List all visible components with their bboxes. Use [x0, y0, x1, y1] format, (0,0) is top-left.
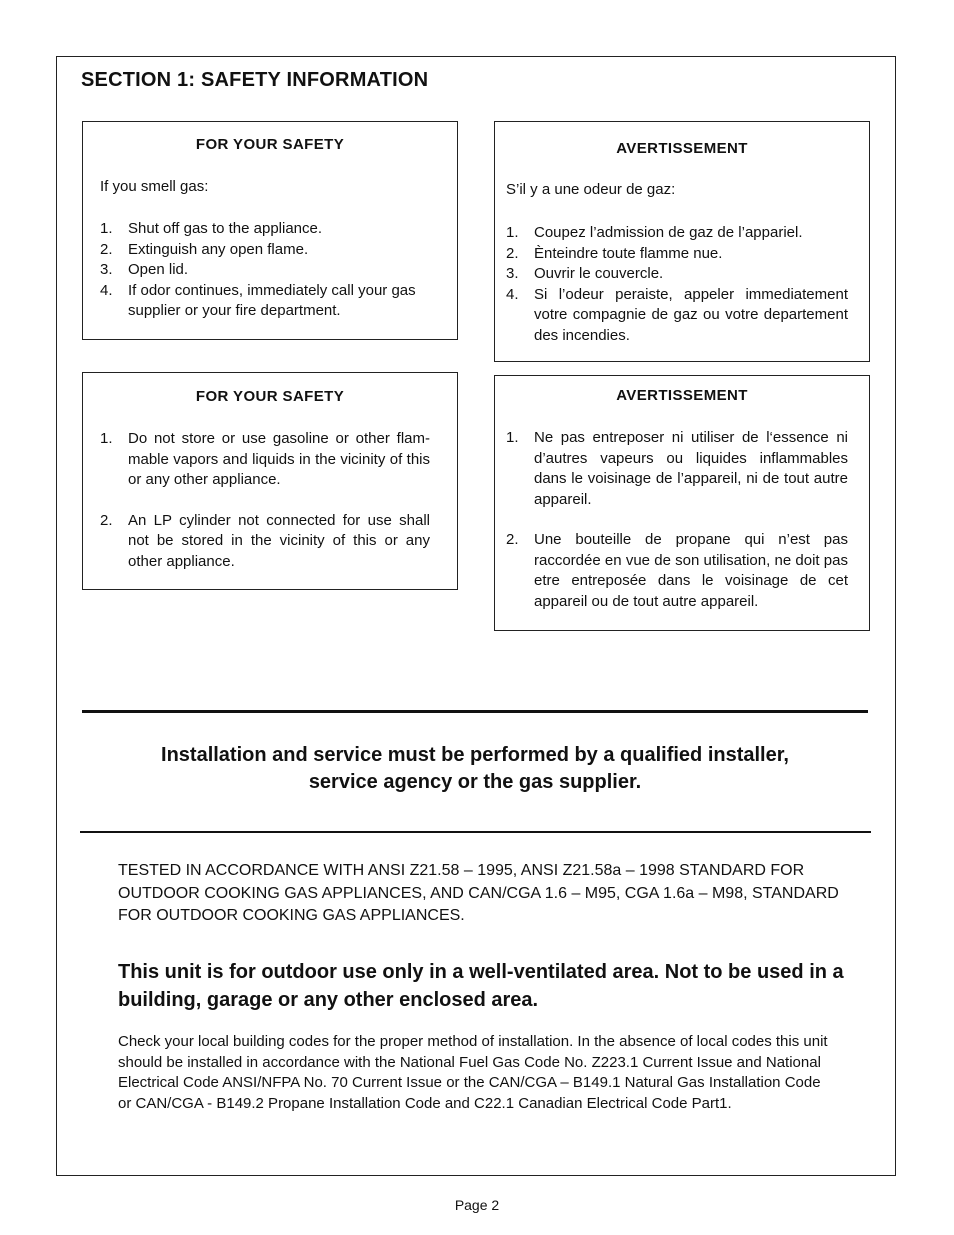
avertissement-box-odeur	[494, 121, 870, 362]
list-item: 1. Ne pas entreposer ni utiliser de l‘essence ni d’autres vapeurs ou liquides inflammables dans le voisinage de l’appareil, ni de tout autre appareil.	[506, 429, 848, 508]
installer-notice-line2: service agency or the gas supplier.	[308, 771, 642, 793]
installer-notice-line1: Installation and service must be performed by a qualified installer,	[161, 744, 789, 766]
box-title: FOR YOUR SAFETY	[195, 136, 345, 153]
installer-notice	[82, 742, 868, 796]
instruction-list	[100, 219, 430, 322]
list-item: 2. Ènteindre toute flamme nue.	[506, 244, 723, 262]
box-intro: S’il y a une odeur de gaz:	[506, 181, 676, 198]
list-item: 2. Extinguish any open flame.	[100, 240, 309, 258]
list-item: 1. Coupez l’admission de gaz de l’appariel.	[506, 224, 803, 241]
list-item: 2. Une bouteille de propane qui n’est pas raccordée en vue de son utilisation, ne doit pas etre entreposée dans le voisinage de cet appareil ou de tout autre appareil.	[506, 531, 848, 610]
installation-codes-text: Check your local building codes for the proper method of installation. In the absence of local codes this unit should be installed in accordance with the National Fuel Gas Code No. Z223.1 Current Issue and National Electrical Code ANSI/NFPA No. 70 Current Issue or the CAN/CGA – B149.1 Natural Gas Installation Code or CAN/CGA - B149.2 Propane Installation Code and C22.1 Canadian Electrical Code Part1.	[118, 1033, 828, 1112]
list-item: 3. Ouvrir le couvercle.	[506, 265, 664, 282]
divider-bottom	[80, 831, 871, 833]
box-title: FOR YOUR SAFETY	[195, 388, 345, 405]
instruction-list	[506, 428, 848, 612]
instruction-list	[506, 223, 848, 346]
list-item: 4. Si l’odeur peraiste, appeler immediatement votre compagnie de gaz ou votre departement des incendies.	[506, 285, 848, 344]
testing-standards-text: TESTED IN ACCORDANCE WITH ANSI Z21.58 – 1995, ANSI Z21.58a – 1998 STANDARD FOR OUTDOOR COOKING GAS APPLIANCES, AND CAN/CGA 1.6 – M95, CGA 1.6a – M98, STANDARD FOR OUTDOOR COOKING GAS APPLIANCES.	[118, 862, 839, 924]
list-item: 1. Shut off gas to the appliance.	[100, 220, 323, 237]
box-title: AVERTISSEMENT	[616, 387, 748, 404]
list-item: 1. Do not store or use gasoline or other flam- mable vapors and liquids in the vicinity of this or any other appliance.	[100, 430, 430, 488]
section-title: SECTION 1: SAFETY INFORMATION	[81, 69, 429, 91]
divider-top	[82, 710, 868, 713]
avertissement-box-entreposage	[494, 375, 870, 631]
box-intro: If you smell gas:	[100, 178, 209, 195]
safety-box-gas-smell	[82, 121, 458, 340]
instruction-list	[100, 429, 430, 572]
outdoor-use-warning: This unit is for outdoor use only in a well-ventilated area. Not to be used in a building, garage or any other enclosed area.	[118, 961, 844, 1011]
page-number: Page 2	[454, 1197, 500, 1213]
safety-box-storage	[82, 372, 458, 590]
list-item: 4. If odor continues, immediately call your gas supplier or your fire department.	[100, 281, 416, 319]
box-title: AVERTISSEMENT	[616, 140, 748, 157]
list-item: 3. Open lid.	[100, 261, 189, 278]
list-item: 2. An LP cylinder not connected for use shall not be stored in the vicinity of this or any other appliance.	[100, 511, 430, 570]
